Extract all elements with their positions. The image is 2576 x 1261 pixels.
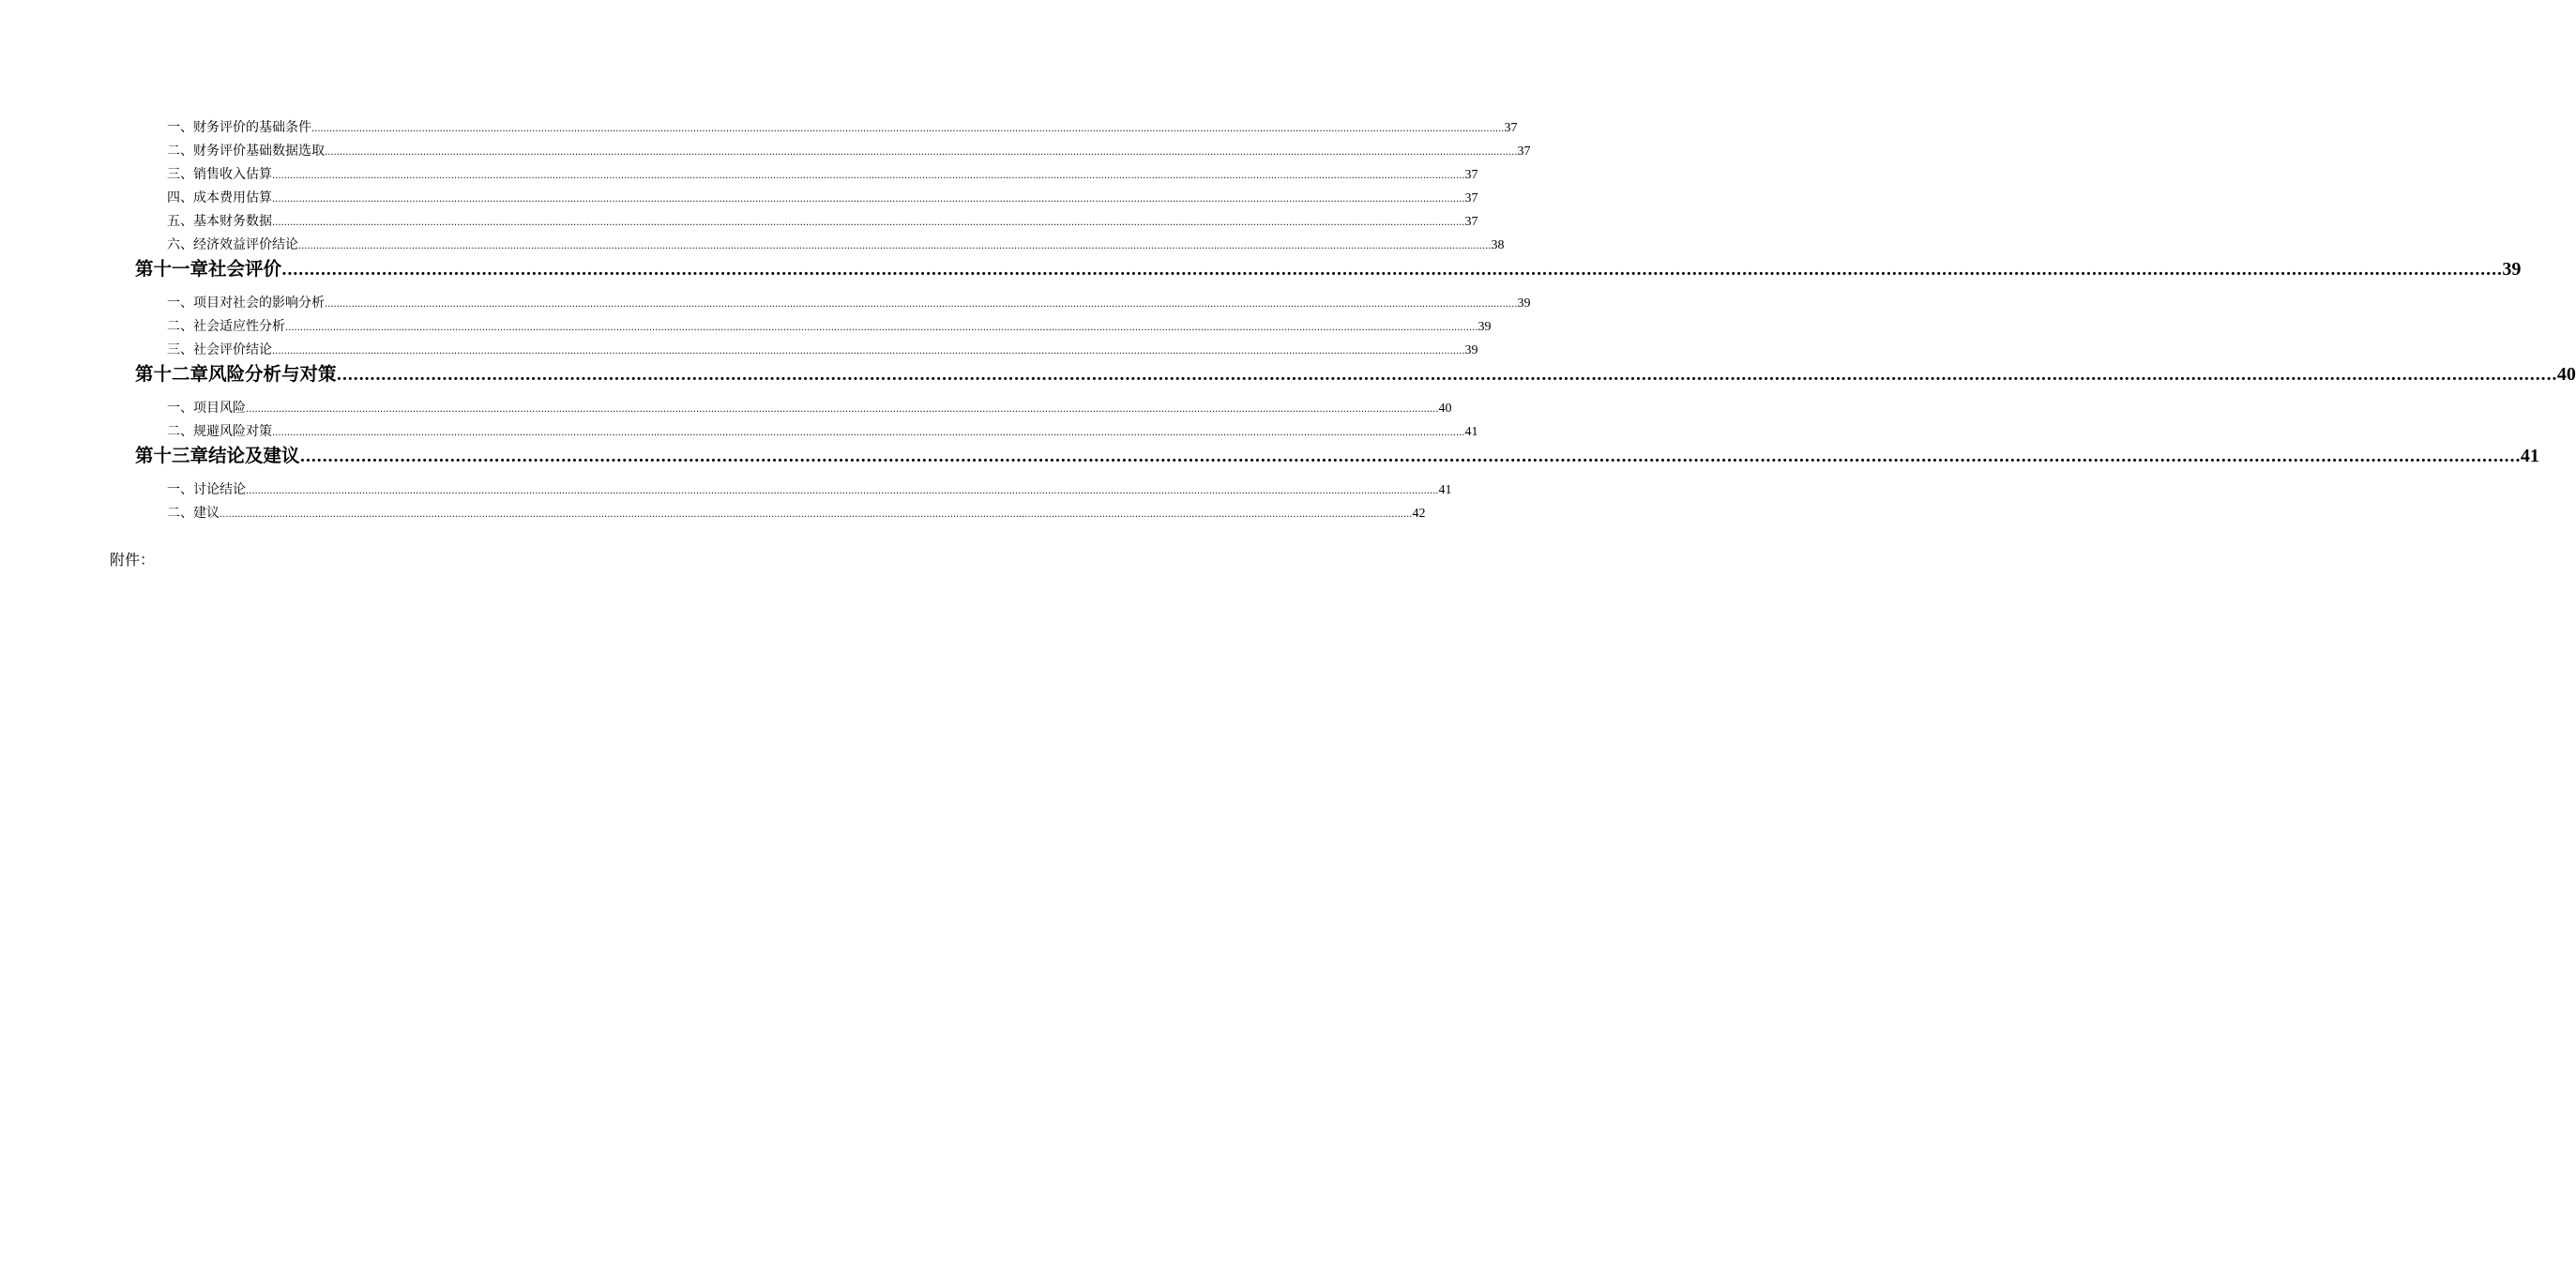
toc-leader-dots: ................................................................................................................................................................................................................................................................................................................................................................................................................ — [272, 194, 1465, 205]
toc-entry-page: 38 — [1491, 238, 1505, 252]
toc-chapter-number: 第十三章 — [135, 445, 209, 466]
toc-entry[interactable] — [167, 234, 1505, 257]
toc-entry-page: 41 — [1438, 483, 1452, 497]
toc-entry[interactable] — [167, 479, 1452, 502]
toc-chapter-entry[interactable] — [135, 444, 2539, 468]
toc-chapter-page: 39 — [2502, 259, 2522, 280]
toc-entry[interactable] — [167, 116, 1518, 140]
toc-leader-dots: ................................................................................................................................................................................................................................................................................................................................................................................................................ — [325, 147, 1518, 158]
toc-entry-page: 39 — [1464, 343, 1478, 357]
toc-leader-dots: ................................................................................................................................................................................................................................................................................................................................................................................................................ — [336, 366, 2557, 385]
table-of-contents — [0, 116, 2576, 525]
toc-entry[interactable] — [167, 397, 1452, 420]
toc-entry[interactable] — [167, 339, 1478, 362]
attachment-label: 附件： — [110, 551, 156, 569]
toc-leader-dots: ................................................................................................................................................................................................................................................................................................................................................................................................................ — [281, 261, 2503, 280]
toc-entry-label: 六、经济效益评价结论 — [167, 237, 298, 252]
toc-entry-label: 三、销售收入估算 — [167, 167, 272, 182]
toc-chapter-entry[interactable] — [135, 362, 2576, 387]
toc-entry-page: 37 — [1504, 121, 1518, 135]
toc-entry-label: 一、讨论结论 — [167, 482, 246, 497]
toc-chapter-label: 风险分析与对策 — [208, 363, 337, 385]
toc-leader-dots: ................................................................................................................................................................................................................................................................................................................................................................................................................ — [272, 346, 1465, 357]
toc-entry-page: 39 — [1517, 296, 1531, 311]
toc-chapter-number: 第十一章 — [135, 258, 209, 280]
toc-leader-dots: ................................................................................................................................................................................................................................................................................................................................................................................................................ — [272, 171, 1465, 181]
toc-entry-label: 二、建议 — [167, 506, 220, 521]
toc-entry-page: 41 — [1464, 425, 1478, 439]
toc-chapter-page: 41 — [2520, 446, 2539, 466]
toc-entry[interactable] — [167, 163, 1478, 187]
toc-entry-page: 42 — [1412, 507, 1426, 521]
toc-entry-page: 40 — [1438, 402, 1452, 416]
toc-leader-dots: ................................................................................................................................................................................................................................................................................................................................................................................................................ — [272, 428, 1465, 438]
toc-entry[interactable] — [167, 140, 1531, 163]
toc-entry-page: 37 — [1464, 191, 1478, 205]
toc-entry[interactable] — [167, 210, 1478, 234]
toc-chapter-entry[interactable] — [135, 257, 2522, 281]
toc-entry-label: 五、基本财务数据 — [167, 214, 272, 229]
toc-entry-label: 一、项目风险 — [167, 401, 246, 416]
toc-leader-dots: ................................................................................................................................................................................................................................................................................................................................................................................................................ — [246, 486, 1439, 496]
toc-entry-page: 37 — [1464, 168, 1478, 182]
toc-leader-dots: ................................................................................................................................................................................................................................................................................................................................................................................................................ — [299, 448, 2521, 466]
toc-entry-label: 二、社会适应性分析 — [167, 319, 285, 334]
toc-leader-dots: ................................................................................................................................................................................................................................................................................................................................................................................................................ — [298, 241, 1492, 251]
toc-entry[interactable] — [167, 315, 1492, 339]
toc-leader-dots: ................................................................................................................................................................................................................................................................................................................................................................................................................ — [311, 124, 1505, 134]
toc-entry-label: 二、规避风险对策 — [167, 424, 272, 439]
toc-leader-dots: ................................................................................................................................................................................................................................................................................................................................................................................................................ — [246, 404, 1439, 415]
toc-leader-dots: ................................................................................................................................................................................................................................................................................................................................................................................................................ — [325, 299, 1518, 310]
toc-entry-label: 三、社会评价结论 — [167, 342, 272, 357]
toc-chapter-number: 第十二章 — [135, 363, 209, 385]
toc-entry-label: 一、财务评价的基础条件 — [167, 120, 311, 135]
toc-entry[interactable] — [167, 187, 1478, 210]
toc-leader-dots: ................................................................................................................................................................................................................................................................................................................................................................................................................ — [272, 218, 1465, 228]
toc-entry-page: 37 — [1464, 215, 1478, 229]
toc-chapter-label: 社会评价 — [208, 258, 282, 280]
toc-entry-label: 二、财务评价基础数据选取 — [167, 144, 325, 159]
toc-entry[interactable] — [167, 502, 1426, 525]
toc-entry-label: 四、成本费用估算 — [167, 190, 272, 205]
toc-entry-page: 39 — [1477, 320, 1492, 334]
toc-entry[interactable] — [167, 292, 1531, 315]
toc-leader-dots: ................................................................................................................................................................................................................................................................................................................................................................................................................ — [220, 509, 1413, 520]
toc-chapter-page: 40 — [2556, 364, 2576, 385]
toc-entry[interactable] — [167, 420, 1478, 444]
toc-entry-label: 一、项目对社会的影响分析 — [167, 296, 325, 311]
toc-chapter-label: 结论及建议 — [208, 445, 300, 466]
toc-entry-page: 37 — [1517, 144, 1531, 159]
toc-leader-dots: ................................................................................................................................................................................................................................................................................................................................................................................................................ — [285, 323, 1478, 333]
